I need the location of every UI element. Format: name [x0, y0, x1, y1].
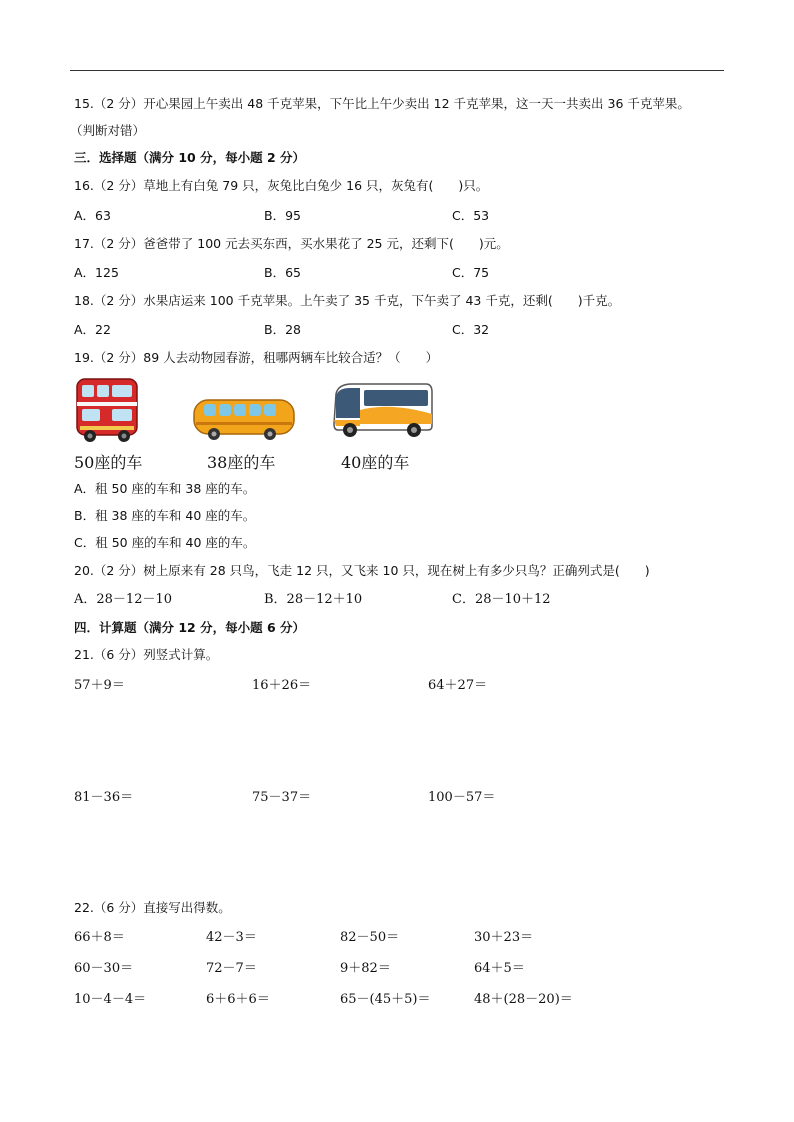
- q17-option-a: A．125: [74, 265, 119, 280]
- q20-option-a: A．28－12－10: [74, 592, 173, 607]
- double-decker-bus-icon: [74, 376, 140, 444]
- q22-expr: 64＋5＝: [474, 961, 525, 976]
- q22-expr: 48＋(28－20)＝: [474, 992, 573, 1007]
- q15-line2: （判断对错）: [70, 123, 146, 138]
- q21-expr-1: 57＋9＝: [74, 678, 125, 693]
- q21-expr-4: 81－36＝: [74, 790, 134, 805]
- q22-expr: 66＋8＝: [74, 930, 125, 945]
- q22-expr: 6＋6＋6＝: [206, 992, 270, 1007]
- q21-expr-3: 64＋27＝: [428, 678, 488, 693]
- q21-stem: 21.（6 分）列竖式计算。: [74, 647, 219, 662]
- q20-option-c: C．28－10＋12: [452, 592, 551, 607]
- coach-bus-icon: [330, 380, 434, 442]
- q20-stem: 20.（2 分）树上原来有 28 只鸟，飞走 12 只，又飞来 10 只，现在树上有多少只鸟？正确列式是( ): [74, 563, 650, 578]
- q19-stem: 19.（2 分）89 人去动物园春游，租哪两辆车比较合适？（ ）: [74, 350, 439, 365]
- q17-option-b: B．65: [264, 265, 301, 280]
- q20-option-b: B．28－12＋10: [264, 592, 363, 607]
- q22-expr: 10－4－4＝: [74, 992, 147, 1007]
- q17-stem: 17.（2 分）爸爸带了 100 元去买东西，买水果花了 25 元，还剩下( )元。: [74, 236, 509, 251]
- header-rule: [70, 70, 724, 71]
- q16-option-c: C．53: [452, 208, 490, 223]
- q22-stem: 22.（6 分）直接写出得数。: [74, 900, 231, 915]
- q18-option-b: B．28: [264, 322, 301, 337]
- q21-expr-6: 100－57＝: [428, 790, 496, 805]
- q18-option-a: A．22: [74, 322, 111, 337]
- q22-expr: 60－30＝: [74, 961, 134, 976]
- q22-expr: 42－3＝: [206, 930, 257, 945]
- q18-stem: 18.（2 分）水果店运来 100 千克苹果。上午卖了 35 千克，下午卖了 43 千克，还剩( )千克。: [74, 293, 621, 308]
- q22-expr: 72－7＝: [206, 961, 257, 976]
- q21-expr-2: 16＋26＝: [252, 678, 312, 693]
- q21-expr-5: 75－37＝: [252, 790, 312, 805]
- q15-line1: 15.（2 分）开心果园上午卖出 48 千克苹果，下午比上午少卖出 12 千克苹果，这一天一共卖出 36 千克苹果。: [74, 96, 690, 111]
- q16-option-b: B．95: [264, 208, 301, 223]
- q22-expr: 30＋23＝: [474, 930, 534, 945]
- q19-option-b: B．租 38 座的车和 40 座的车。: [74, 508, 256, 523]
- section-4-heading: 四．计算题（满分 12 分，每小题 6 分）: [74, 620, 306, 635]
- section-3-heading: 三．选择题（满分 10 分，每小题 2 分）: [74, 150, 306, 165]
- q22-expr: 9＋82＝: [340, 961, 391, 976]
- yellow-bus-icon: [192, 394, 296, 442]
- q19-option-c: C．租 50 座的车和 40 座的车。: [74, 535, 256, 550]
- q19-option-a: A．租 50 座的车和 38 座的车。: [74, 481, 256, 496]
- q22-expr: 82－50＝: [340, 930, 400, 945]
- q16-option-a: A．63: [74, 208, 111, 223]
- bus-caption-38: 38座的车: [207, 453, 276, 472]
- q18-option-c: C．32: [452, 322, 490, 337]
- bus-caption-50: 50座的车: [74, 453, 143, 472]
- q16-stem: 16.（2 分）草地上有白兔 79 只，灰兔比白兔少 16 只，灰兔有( )只。: [74, 178, 489, 193]
- q22-expr: 65－(45＋5)＝: [340, 992, 431, 1007]
- bus-caption-40: 40座的车: [341, 453, 410, 472]
- q17-option-c: C．75: [452, 265, 490, 280]
